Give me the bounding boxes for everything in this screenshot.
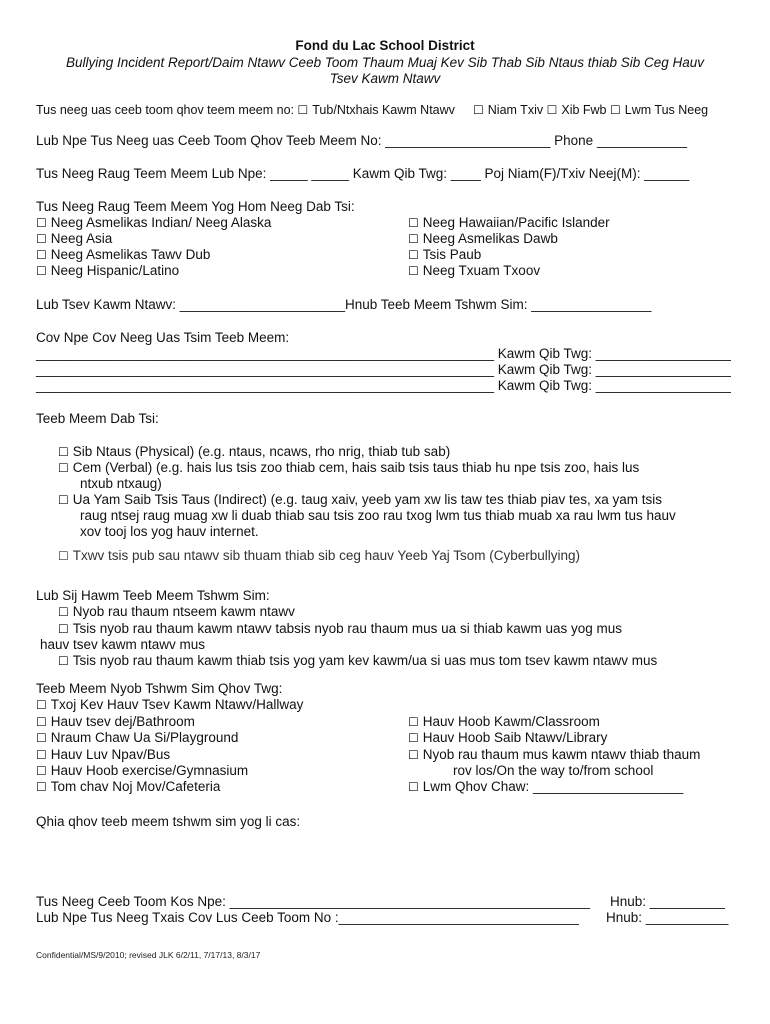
location-label: Hauv Hoob Saib Ntawv/Library <box>422 730 608 745</box>
checkbox-icon[interactable]: ☐ <box>408 748 419 762</box>
incident-indirect-cont: raug ntsej raug muag xw li duab thiab sau tsis zoo rau txog lwm tus thiab muab xa rau lwm tus hauv <box>80 508 676 523</box>
involved-row[interactable]: _____________________________________________________________ Kawm Qib Twg: __________________ <box>36 346 731 361</box>
incident-verbal[interactable] <box>58 460 639 476</box>
location-option[interactable] <box>408 714 600 730</box>
ethnicity-option[interactable] <box>36 231 112 247</box>
ethnicity-option[interactable] <box>408 231 558 247</box>
option-other: Lwm Tus Neeg <box>624 103 709 117</box>
incident-verbal-cont: ntxub ntxaug) <box>80 476 162 491</box>
incident-indirect[interactable] <box>58 492 662 508</box>
checkbox-icon[interactable]: ☐ <box>408 731 419 745</box>
reporter-type-row-right <box>473 102 708 118</box>
involved-row[interactable]: _____________________________________________________________ Kawm Qib Twg: __________________ <box>36 362 731 377</box>
ethnicity-label: Neeg Hawaiian/Pacific Islander <box>422 215 610 230</box>
ethnicity-label: Neeg Asmelikas Dawb <box>422 231 558 246</box>
ethnicity-label: Neeg Txuam Txoov <box>422 263 541 278</box>
checkbox-icon[interactable]: ☐ <box>408 780 419 794</box>
ethnicity-label: Neeg Asmelikas Tawv Dub <box>50 247 211 262</box>
location-label: Lwm Qhov Chaw: ____________________ <box>422 779 684 794</box>
checkbox-icon[interactable]: ☐ <box>36 248 47 262</box>
incident-physical[interactable] <box>58 444 450 460</box>
ethnicity-label: Tsis Paub <box>422 247 482 262</box>
location-label: Hauv tsev dej/Bathroom <box>50 714 195 729</box>
form-title-line2: Tsev Kawm Ntawv <box>329 71 441 86</box>
option-student: Tub/Ntxhais Kawm Ntawv <box>312 103 455 117</box>
timing-option[interactable] <box>58 604 295 620</box>
location-label: Nraum Chaw Ua Si/Playground <box>50 730 239 745</box>
incident-indirect-cont: xov tooj los yog hauv internet. <box>80 524 259 539</box>
incident-label: Sib Ntaus (Physical) (e.g. ntaus, ncaws, rho nrig, thiab tub sab) <box>72 444 451 459</box>
checkbox-icon[interactable]: ☐ <box>36 780 47 794</box>
footer-note: Confidential/MS/9/2010; revised JLK 6/2/11, 7/17/13, 8/3/17 <box>36 950 261 960</box>
location-option[interactable] <box>408 747 700 763</box>
checkbox-icon[interactable]: ☐ <box>58 461 69 475</box>
incident-label: Ua Yam Saib Tsis Taus (Indirect) (e.g. taug xaiv, yeeb yam xw lis taw tes thiab piav tes, xa yam tsis <box>72 492 663 507</box>
reporter-type-label: Tus neeg uas ceeb toom qhov teem meem no: <box>36 103 295 117</box>
checkbox-icon[interactable]: ☐ <box>36 216 47 230</box>
location-label: Hauv Luv Npav/Bus <box>50 747 171 762</box>
location-option[interactable] <box>36 730 238 746</box>
option-parent: Niam Txiv <box>487 103 544 117</box>
ethnicity-option[interactable] <box>36 263 179 279</box>
location-option[interactable] <box>36 763 248 779</box>
checkbox-other[interactable]: ☐ <box>610 103 621 117</box>
receiver-name-field[interactable]: Lub Npe Tus Neeg Txais Cov Lus Ceeb Toom No :________________________________ <box>36 910 579 925</box>
checkbox-icon[interactable]: ☐ <box>408 232 419 246</box>
location-label: Hauv Hoob Kawm/Classroom <box>422 714 600 729</box>
timing-heading: Lub Sij Hawm Teeb Meem Tshwm Sim: <box>36 588 270 603</box>
location-option[interactable] <box>36 779 220 795</box>
ethnicity-option[interactable] <box>36 247 210 263</box>
timing-label: Tsis nyob rau thaum kawm thiab tsis yog yam kev kawm/ua si uas mus tom tsev kawm ntawv mus <box>72 653 658 668</box>
reporter-name-field[interactable] <box>36 133 687 149</box>
option-teacher: Xib Fwb <box>561 103 607 117</box>
involved-heading: Cov Npe Cov Neeg Uas Tsim Teeb Meem: <box>36 330 290 345</box>
ethnicity-option[interactable] <box>408 247 481 263</box>
timing-option[interactable] <box>58 653 657 669</box>
location-label: Tom chav Noj Mov/Cafeteria <box>50 779 221 794</box>
location-option-cont: rov los/On the way to/from school <box>453 763 654 778</box>
timing-label: Tsis nyob rau thaum kawm ntawv tabsis nyob rau thaum mus ua si thiab kawm uas yog mus <box>72 621 623 636</box>
checkbox-icon[interactable]: ☐ <box>36 715 47 729</box>
ethnicity-heading: Tus Neeg Raug Teem Meem Yog Hom Neeg Dab Tsi: <box>36 199 355 214</box>
reporter-signature-field[interactable]: Tus Neeg Ceeb Toom Kos Npe: ________________________________________________ <box>36 894 590 909</box>
checkbox-icon[interactable]: ☐ <box>408 715 419 729</box>
checkbox-icon[interactable]: ☐ <box>36 748 47 762</box>
explain-label: Qhia qhov teeb meem tshwm sim yog li cas: <box>36 814 301 829</box>
incident-label: Txwv tsis pub sau ntawv sib thuam thiab sib ceg hauv Yeeb Yaj Tsom (Cyberbullying) <box>72 548 581 563</box>
location-option[interactable] <box>36 697 303 713</box>
location-option[interactable] <box>408 730 607 746</box>
reporter-type-row <box>36 102 455 118</box>
location-label: Nyob rau thaum mus kawm ntawv thiab thaum <box>422 747 701 762</box>
checkbox-icon[interactable]: ☐ <box>58 445 69 459</box>
location-option[interactable] <box>36 747 170 763</box>
checkbox-icon[interactable]: ☐ <box>36 731 47 745</box>
ethnicity-option[interactable] <box>408 263 540 279</box>
checkbox-icon[interactable]: ☐ <box>36 698 47 712</box>
receiver-date-field[interactable]: Hnub: ___________ <box>606 910 729 925</box>
checkbox-icon[interactable]: ☐ <box>36 232 47 246</box>
incident-cyberbullying[interactable] <box>58 548 580 564</box>
checkbox-icon[interactable]: ☐ <box>58 549 69 563</box>
location-option[interactable] <box>408 779 683 795</box>
reporter-name-label: Lub Npe Tus Neeg uas Ceeb Toom Qhov Teeb Meem No: ______________________ <box>36 133 551 148</box>
timing-label: Nyob rau thaum ntseem kawm ntawv <box>72 604 295 619</box>
district-name: Fond du Lac School District <box>295 38 475 53</box>
ethnicity-option[interactable] <box>408 215 610 231</box>
location-label: Txoj Kev Hauv Tsev Kawm Ntawv/Hallway <box>50 697 304 712</box>
reporter-date-field[interactable]: Hnub: __________ <box>610 894 725 909</box>
victim-info-field[interactable]: Tus Neeg Raug Teem Meem Lub Npe: _____ _____ Kawm Qib Twg: ____ Poj Niam(F)/Txiv Neej(M): ______ <box>36 166 690 181</box>
checkbox-icon[interactable]: ☐ <box>36 264 47 278</box>
checkbox-icon[interactable]: ☐ <box>58 622 69 636</box>
location-option[interactable] <box>36 714 195 730</box>
checkbox-icon[interactable]: ☐ <box>408 264 419 278</box>
ethnicity-label: Neeg Hispanic/Latino <box>50 263 180 278</box>
checkbox-icon[interactable]: ☐ <box>58 493 69 507</box>
checkbox-icon[interactable]: ☐ <box>408 248 419 262</box>
checkbox-icon[interactable]: ☐ <box>58 605 69 619</box>
timing-option-cont: hauv tsev kawm ntawv mus <box>40 637 206 652</box>
ethnicity-option[interactable] <box>36 215 271 231</box>
checkbox-icon[interactable]: ☐ <box>408 216 419 230</box>
school-date-field[interactable]: Lub Tsev Kawm Ntawv: ______________________Hnub Teeb Meem Tshwm Sim: ________________ <box>36 297 652 312</box>
form-title-line1: Bullying Incident Report/Daim Ntawv Ceeb Toom Thaum Muaj Kev Sib Thab Sib Ntaus thiab Sib Ceg Hauv <box>65 55 705 70</box>
checkbox-student[interactable]: ☐ <box>297 103 309 117</box>
checkbox-icon[interactable]: ☐ <box>58 654 69 668</box>
ethnicity-label: Neeg Asmelikas Indian/ Neeg Alaska <box>50 215 272 230</box>
incident-label: Cem (Verbal) (e.g. hais lus tsis zoo thiab cem, hais saib tsis taus thiab hu npe tsis zoo, hais lus <box>72 460 640 475</box>
involved-row[interactable]: _____________________________________________________________ Kawm Qib Twg: __________________ <box>36 378 731 393</box>
checkbox-parent[interactable]: ☐ <box>473 103 484 117</box>
phone-field[interactable]: Phone ____________ <box>554 133 688 148</box>
ethnicity-label: Neeg Asia <box>50 231 113 246</box>
location-heading: Teeb Meem Nyob Tshwm Sim Qhov Twg: <box>36 681 283 696</box>
location-label: Hauv Hoob exercise/Gymnasium <box>50 763 249 778</box>
incident-type-heading: Teeb Meem Dab Tsi: <box>36 411 159 426</box>
checkbox-icon[interactable]: ☐ <box>36 764 47 778</box>
timing-option[interactable] <box>58 621 622 637</box>
checkbox-teacher[interactable]: ☐ <box>546 103 558 117</box>
